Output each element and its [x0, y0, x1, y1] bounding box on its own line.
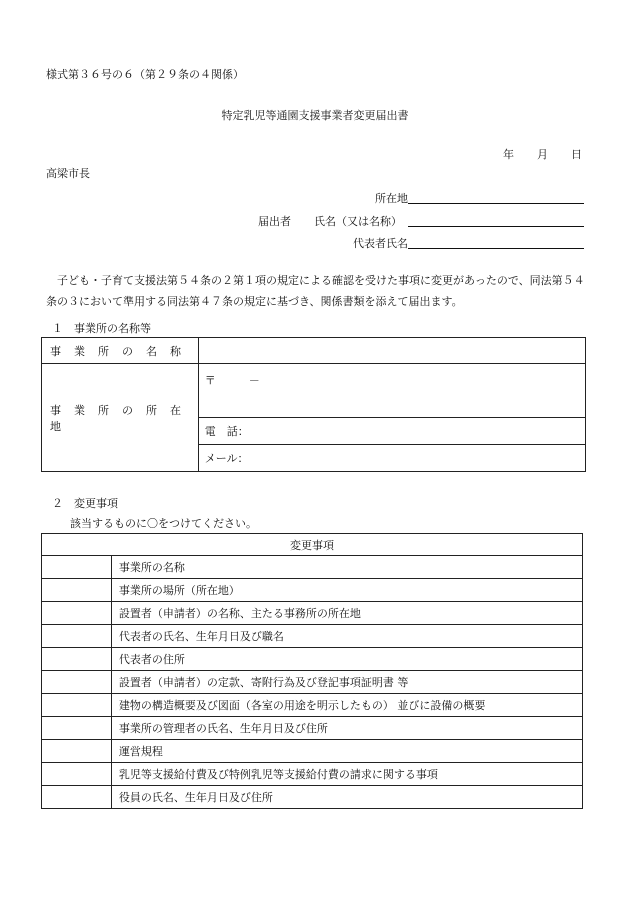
check-cell[interactable] [42, 717, 112, 740]
change-item: 役員の氏名、生年月日及び住所 [111, 786, 582, 809]
check-cell[interactable] [42, 579, 112, 602]
postal-field[interactable]: 〒 － [198, 364, 585, 418]
facility-location-label: 事業所の所在地 [42, 364, 199, 472]
intro-paragraph: 子ども・子育て支援法第５４条の２第１項の規定による確認を受けた事項に変更があったので、同法第５４条の３において準用する同法第４７条の規定に基づき、関係書類を添えて届出ます。 [46, 274, 585, 308]
facility-table [41, 337, 586, 472]
change-item: 運営規程 [111, 740, 582, 763]
check-cell[interactable] [42, 763, 112, 786]
check-cell[interactable] [42, 648, 112, 671]
change-item: 事業所の管理者の氏名、生年月日及び住所 [111, 717, 582, 740]
change-item: 事業所の場所（所在地） [111, 579, 582, 602]
address-line[interactable] [408, 203, 584, 204]
mail-field[interactable]: メール： [198, 445, 585, 472]
name-line[interactable] [408, 226, 584, 227]
date-month: 月 [537, 148, 548, 161]
change-item: 代表者の住所 [111, 648, 582, 671]
check-cell[interactable] [42, 740, 112, 763]
changes-table-header: 変更事項 [42, 534, 583, 556]
facility-name-field[interactable] [198, 338, 585, 364]
form-number: 様式第３６号の６（第２９条の４関係） [46, 68, 244, 81]
check-cell[interactable] [42, 786, 112, 809]
representative-line[interactable] [408, 248, 584, 249]
check-cell[interactable] [42, 671, 112, 694]
check-cell[interactable] [42, 602, 112, 625]
date-day: 日 [571, 148, 582, 161]
change-item: 事業所の名称 [111, 556, 582, 579]
address-label: 所在地 [375, 192, 408, 205]
section2-heading: ２ 変更事項 [52, 497, 118, 510]
change-item: 設置者（申請者）の定款、寄附行為及び登記事項証明書 等 [111, 671, 582, 694]
section1-heading: １ 事業所の名称等 [52, 322, 151, 335]
check-cell[interactable] [42, 556, 112, 579]
applicant-label: 届出者 [258, 215, 291, 228]
phone-field[interactable]: 電 話： [198, 418, 585, 445]
representative-label: 代表者氏名 [353, 237, 408, 250]
addressee: 高梁市長 [46, 167, 90, 180]
check-cell[interactable] [42, 625, 112, 648]
document-title: 特定乳児等通園支援事業者変更届出書 [221, 109, 409, 122]
name-label: 氏名（又は名称） [314, 215, 402, 228]
change-item: 乳児等支援給付費及び特例乳児等支援給付費の請求に関する事項 [111, 763, 582, 786]
section2-instruction: 該当するものに〇をつけてください。 [70, 517, 257, 530]
change-item: 建物の構造概要及び図面（各室の用途を明示したもの） 並びに設備の概要 [111, 694, 582, 717]
facility-name-label: 事業所の名称 [42, 338, 199, 364]
change-item: 代表者の氏名、生年月日及び職名 [111, 625, 582, 648]
change-item: 設置者（申請者）の名称、主たる事務所の所在地 [111, 602, 582, 625]
changes-table [41, 533, 583, 809]
date-year: 年 [503, 148, 514, 161]
check-cell[interactable] [42, 694, 112, 717]
